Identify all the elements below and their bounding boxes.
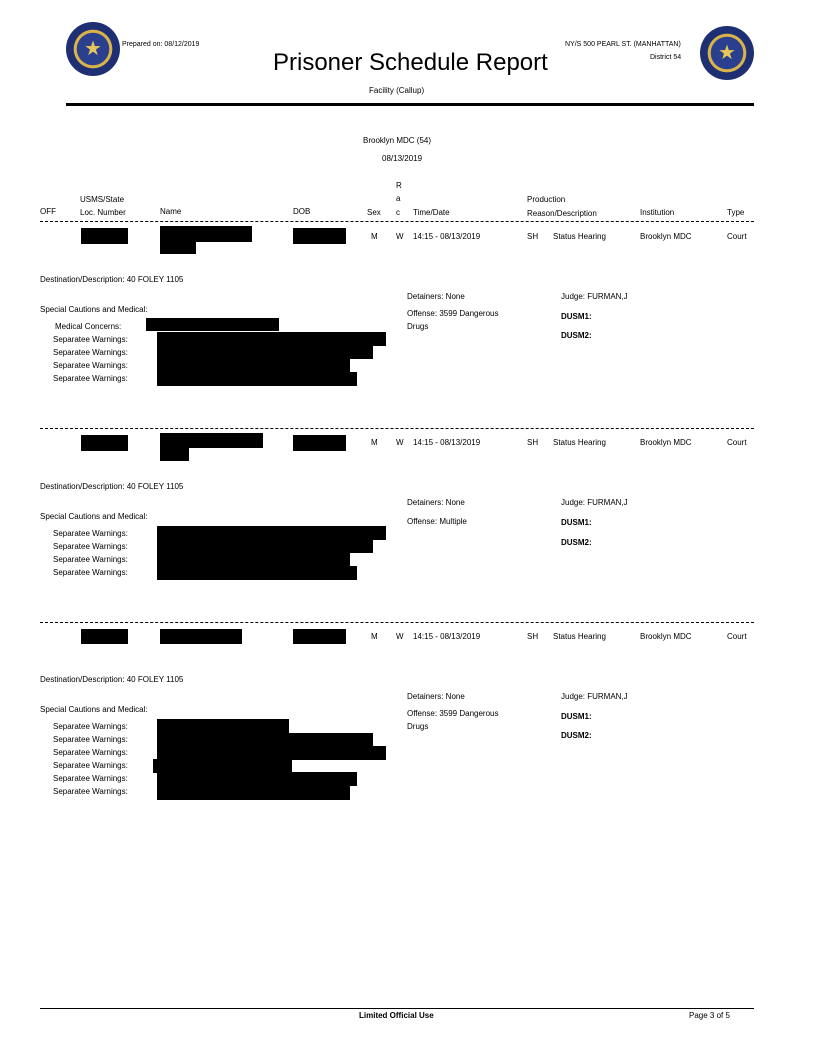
- us-marshals-seal-icon: [700, 26, 754, 80]
- detainers: Detainers: None: [407, 498, 465, 507]
- redacted-warning: [157, 332, 386, 346]
- record-divider: [40, 622, 754, 623]
- facility-date: 08/13/2019: [382, 154, 423, 163]
- race-value: W: [396, 232, 404, 241]
- warning-label: Separatee Warnings:: [53, 568, 128, 577]
- time-value: 14:15 - 08/13/2019: [413, 438, 481, 447]
- offense-line-2: Drugs: [407, 722, 429, 731]
- col-usms-2: Loc. Number: [80, 208, 126, 217]
- dusm1-label: DUSM1:: [561, 712, 592, 721]
- page-number: Page 3 of 5: [689, 1011, 730, 1020]
- col-usms-1: USMS/State: [80, 195, 125, 204]
- institution-value: Brooklyn MDC: [640, 232, 692, 241]
- offense-line-1: Offense: Multiple: [407, 517, 467, 526]
- destination: Destination/Description: 40 FOLEY 1105: [40, 482, 184, 491]
- dusm2-label: DUSM2:: [561, 331, 592, 340]
- footer-rule: [40, 1008, 754, 1009]
- col-race-3: c: [396, 208, 400, 217]
- cautions-label: Special Cautions and Medical:: [40, 705, 148, 714]
- col-production-1: Production: [527, 195, 566, 204]
- warning-label: Separatee Warnings:: [53, 374, 128, 383]
- col-name: Name: [160, 207, 182, 216]
- redacted-name: [160, 629, 242, 644]
- address: NY/S 500 PEARL ST. (MANHATTAN): [565, 41, 681, 48]
- type-value: Court: [727, 632, 747, 641]
- col-sex: Sex: [367, 208, 381, 217]
- redacted-warning: [157, 552, 350, 566]
- reason-value: Status Hearing: [553, 232, 606, 241]
- redacted-warning: [157, 345, 373, 359]
- reason-value: Status Hearing: [553, 438, 606, 447]
- time-value: 14:15 - 08/13/2019: [413, 232, 481, 241]
- redacted-loc-number: [81, 435, 128, 451]
- facility-name: Brooklyn MDC (54): [363, 136, 432, 145]
- judge: Judge: FURMAN,J: [561, 292, 628, 301]
- reason-code: SH: [527, 632, 539, 641]
- redacted-warning: [157, 372, 357, 386]
- sex-value: M: [371, 232, 378, 241]
- col-institution: Institution: [640, 208, 675, 217]
- warning-label: Separatee Warnings:: [53, 555, 128, 564]
- footer-classification: Limited Official Use: [359, 1011, 434, 1020]
- reason-code: SH: [527, 438, 539, 447]
- col-type: Type: [727, 208, 745, 217]
- detainers: Detainers: None: [407, 692, 465, 701]
- redacted-warning: [146, 318, 279, 331]
- warning-label: Separatee Warnings:: [53, 542, 128, 551]
- header-divider: [40, 221, 754, 222]
- warning-label: Medical Concerns:: [55, 322, 122, 331]
- col-race-1: R: [396, 181, 402, 190]
- destination: Destination/Description: 40 FOLEY 1105: [40, 675, 184, 684]
- redacted-warning: [157, 526, 386, 540]
- dusm2-label: DUSM2:: [561, 538, 592, 547]
- redacted-loc-number: [81, 629, 128, 644]
- us-marshals-seal-icon: [66, 22, 120, 76]
- warning-label: Separatee Warnings:: [53, 722, 128, 731]
- redacted-warning: [157, 566, 357, 580]
- warning-label: Separatee Warnings:: [53, 348, 128, 357]
- redacted-loc-number: [81, 228, 128, 244]
- report-subtitle: Facility (Callup): [369, 86, 425, 95]
- warning-label: Separatee Warnings:: [53, 774, 128, 783]
- header-rule: [66, 103, 754, 106]
- warning-label: Separatee Warnings:: [53, 361, 128, 370]
- redacted-warning: [157, 358, 350, 372]
- dusm1-label: DUSM1:: [561, 518, 592, 527]
- warning-label: Separatee Warnings:: [53, 787, 128, 796]
- redacted-dob: [293, 629, 346, 644]
- col-race-2: a: [396, 194, 401, 203]
- redacted-warning: [157, 539, 373, 553]
- offense-line-2: Drugs: [407, 322, 429, 331]
- type-value: Court: [727, 438, 747, 447]
- report-title: Prisoner Schedule Report: [273, 49, 548, 76]
- type-value: Court: [727, 232, 747, 241]
- institution-value: Brooklyn MDC: [640, 632, 692, 641]
- offense-line-1: Offense: 3599 Dangerous: [407, 709, 499, 718]
- destination: Destination/Description: 40 FOLEY 1105: [40, 275, 184, 284]
- redacted-dob: [293, 435, 346, 451]
- col-time: Time/Date: [413, 208, 450, 217]
- reason-code: SH: [527, 232, 539, 241]
- redacted-name: [160, 240, 196, 254]
- cautions-label: Special Cautions and Medical:: [40, 305, 148, 314]
- warning-label: Separatee Warnings:: [53, 748, 128, 757]
- institution-value: Brooklyn MDC: [640, 438, 692, 447]
- judge: Judge: FURMAN,J: [561, 692, 628, 701]
- dusm1-label: DUSM1:: [561, 312, 592, 321]
- redacted-warning: [157, 719, 289, 733]
- detainers: Detainers: None: [407, 292, 465, 301]
- race-value: W: [396, 438, 404, 447]
- redacted-name: [160, 433, 263, 448]
- redacted-name: [160, 447, 189, 461]
- time-value: 14:15 - 08/13/2019: [413, 632, 481, 641]
- redacted-warning: [153, 759, 292, 773]
- sex-value: M: [371, 632, 378, 641]
- redacted-dob: [293, 228, 346, 244]
- sex-value: M: [371, 438, 378, 447]
- col-dob: DOB: [293, 207, 311, 216]
- race-value: W: [396, 632, 404, 641]
- warning-label: Separatee Warnings:: [53, 529, 128, 538]
- district: District 54: [650, 54, 682, 61]
- col-production-2: Reason/Description: [527, 209, 597, 218]
- judge: Judge: FURMAN,J: [561, 498, 628, 507]
- offense-line-1: Offense: 3599 Dangerous: [407, 309, 499, 318]
- warning-label: Separatee Warnings:: [53, 761, 128, 770]
- redacted-warning: [157, 733, 373, 747]
- reason-value: Status Hearing: [553, 632, 606, 641]
- warning-label: Separatee Warnings:: [53, 735, 128, 744]
- redacted-warning: [157, 786, 350, 800]
- redacted-warning: [157, 772, 357, 786]
- dusm2-label: DUSM2:: [561, 731, 592, 740]
- cautions-label: Special Cautions and Medical:: [40, 512, 148, 521]
- warning-label: Separatee Warnings:: [53, 335, 128, 344]
- record-divider: [40, 428, 754, 429]
- prepared-on: Prepared on: 08/12/2019: [122, 41, 200, 48]
- redacted-warning: [157, 746, 386, 760]
- col-off: OFF: [40, 207, 56, 216]
